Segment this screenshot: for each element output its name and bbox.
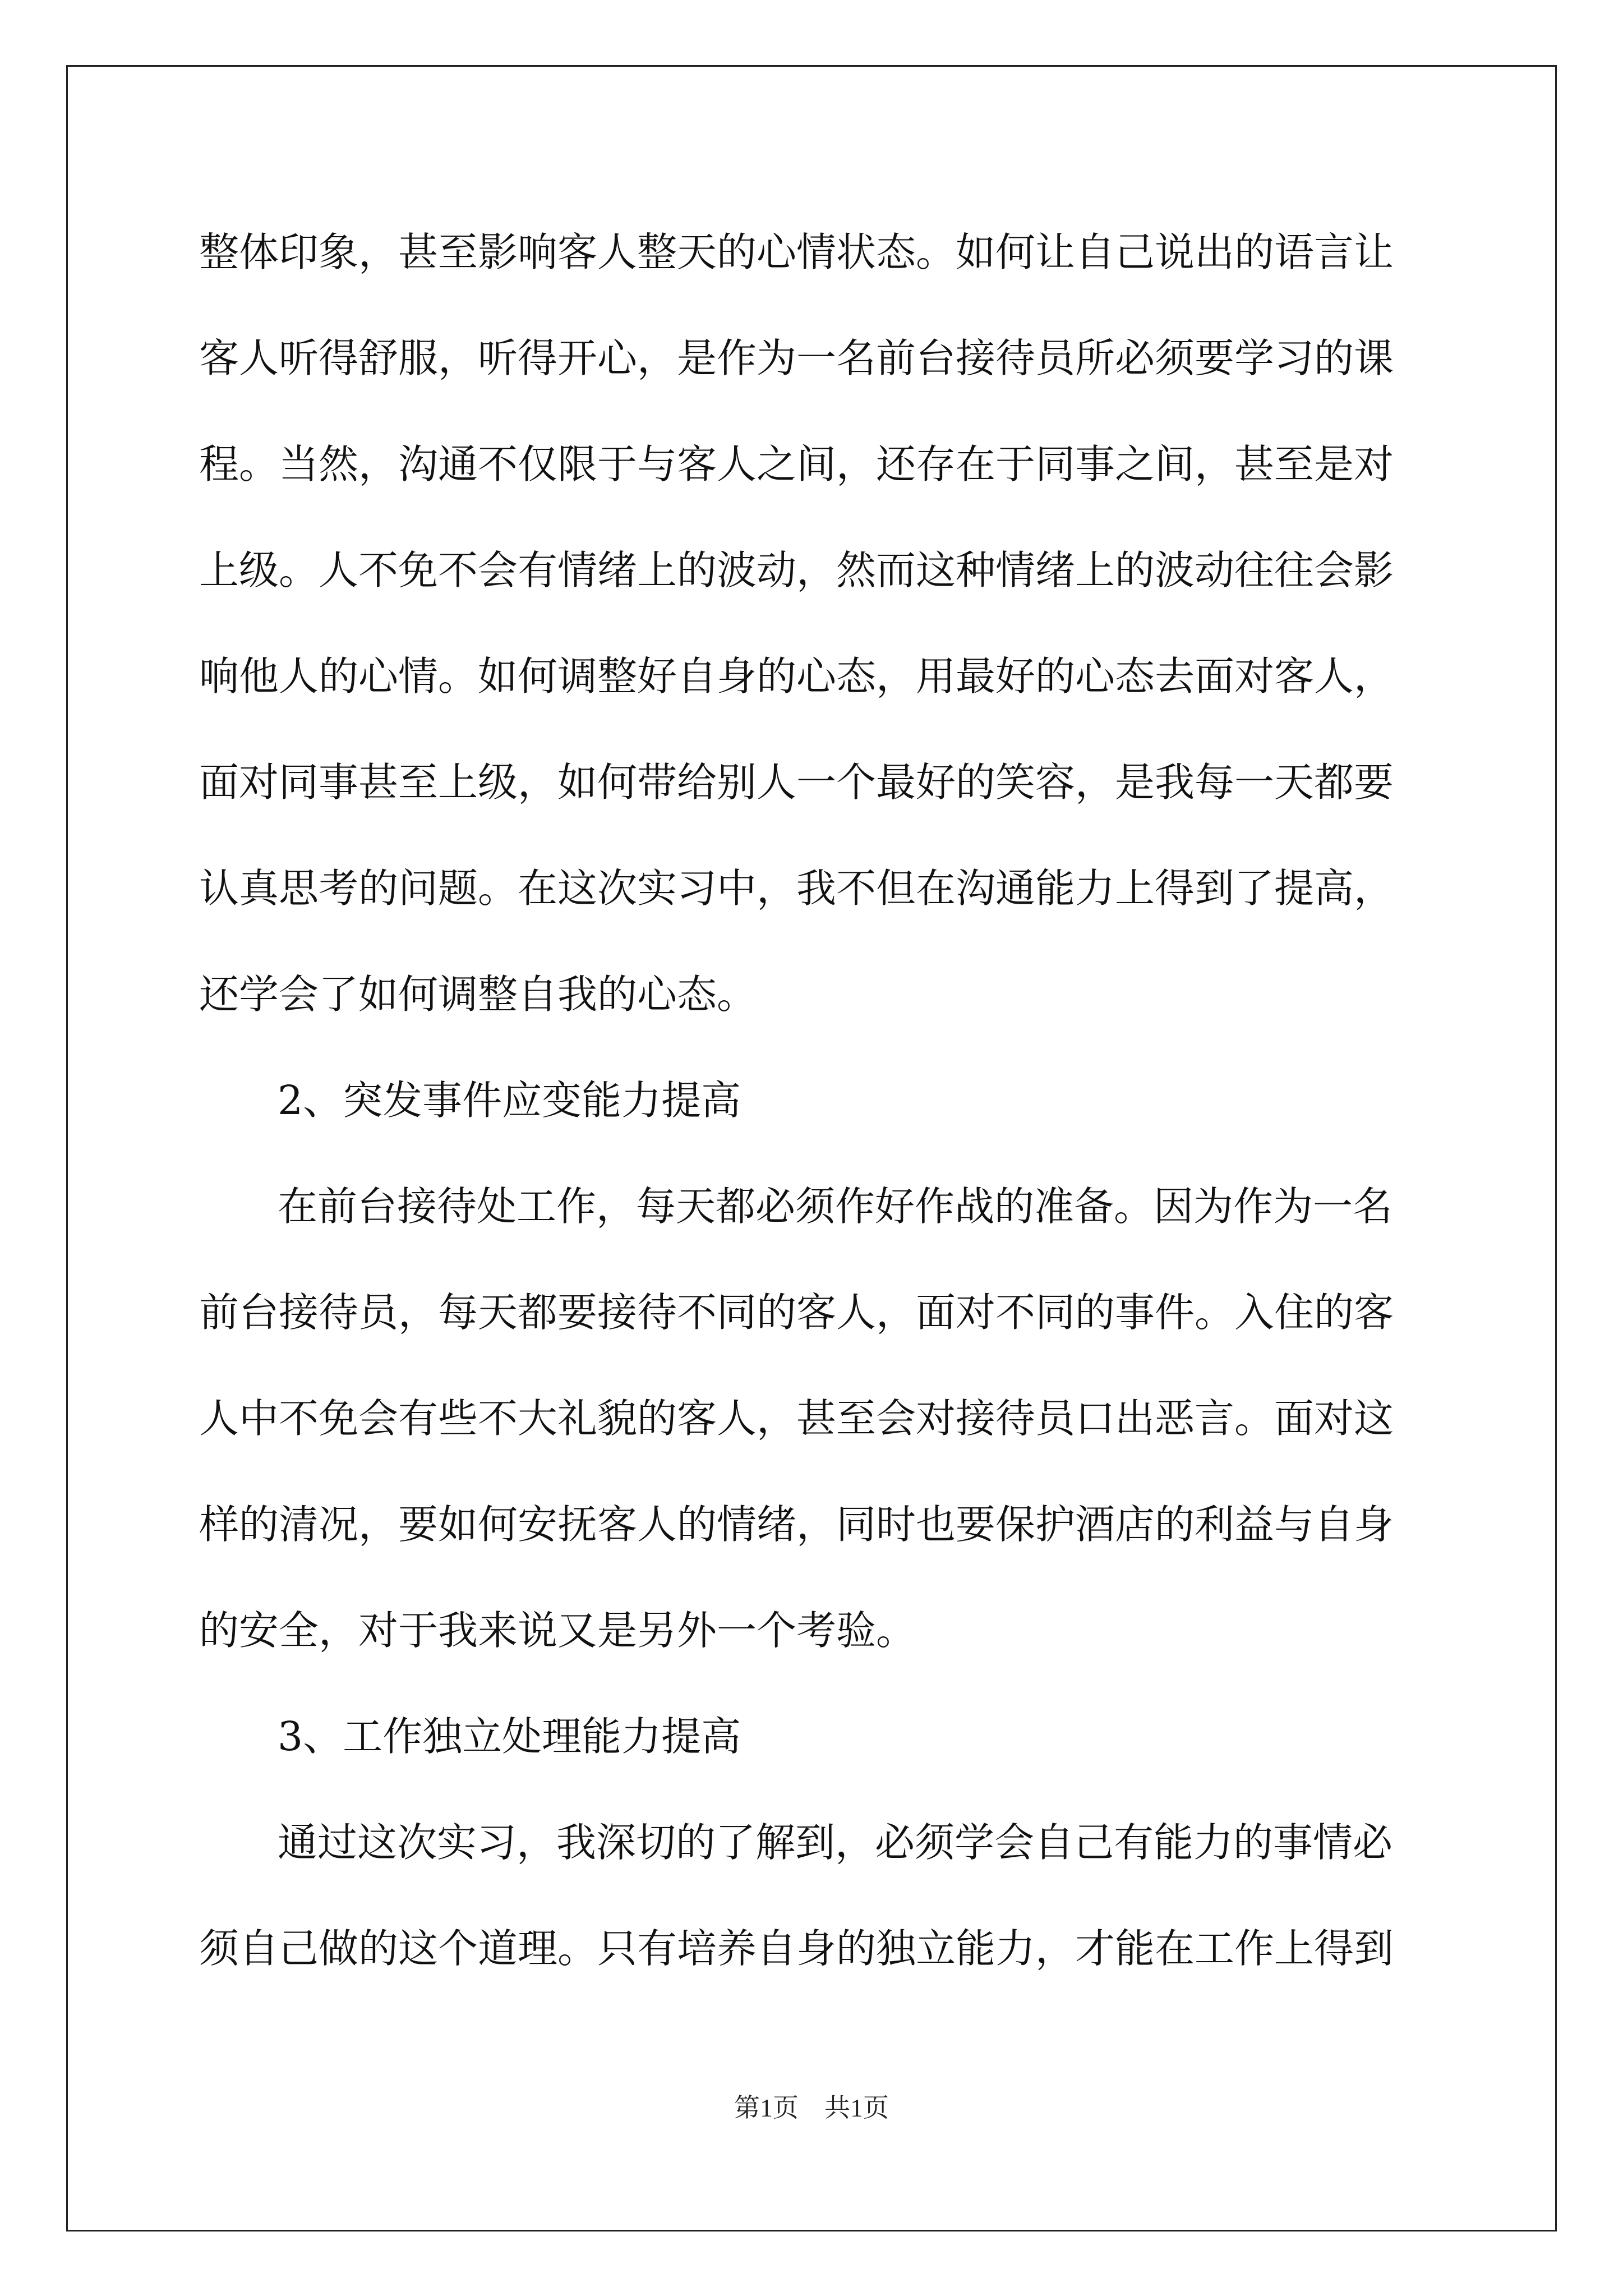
text-line: 人中不免会有些不大礼貌的客人，甚至会对接待员口出恶言。面对这 — [199, 1395, 1394, 1442]
section-heading: 2、突发事件应变能力提高 — [278, 1077, 741, 1124]
text-line: 通过这次实习，我深切的了解到，必须学会自己有能力的事情必 — [278, 1819, 1393, 1866]
text-line: 整体印象，甚至影响客人整天的心情状态。如何让自己说出的语言让 — [199, 229, 1394, 275]
text-line: 还学会了如何调整自我的心态。 — [199, 971, 757, 1018]
text-line: 响他人的心情。如何调整好自身的心态，用最好的心态去面对客人， — [199, 653, 1394, 700]
document-body — [199, 199, 1427, 2001]
text-line: 程。当然，沟通不仅限于与客人之间，还存在于同事之间，甚至是对 — [199, 441, 1394, 487]
text-line: 认真思考的问题。在这次实习中，我不但在沟通能力上得到了提高， — [199, 865, 1394, 912]
text-line: 在前台接待处工作，每天都必须作好作战的准备。因为作为一名 — [278, 1183, 1393, 1230]
text-line: 客人听得舒服，听得开心，是作为一名前台接待员所必须要学习的课 — [199, 335, 1394, 381]
text-line: 样的清况，要如何安抚客人的情绪，同时也要保护酒店的利益与自身 — [199, 1501, 1394, 1548]
section-heading: 3、工作独立处理能力提高 — [278, 1713, 741, 1760]
text-line: 面对同事甚至上级，如何带给别人一个最好的笑容，是我每一天都要 — [199, 759, 1394, 806]
text-line: 须自己做的这个道理。只有培养自身的独立能力，才能在工作上得到 — [199, 1925, 1394, 1972]
text-line: 的安全，对于我来说又是另外一个考验。 — [199, 1607, 916, 1654]
page-number-footer: 第1页 共1页 — [734, 2093, 889, 2122]
text-line: 上级。人不免不会有情绪上的波动，然而这种情绪上的波动往往会影 — [199, 547, 1394, 593]
text-line: 前台接待员，每天都要接待不同的客人，面对不同的事件。入住的客 — [199, 1289, 1394, 1336]
